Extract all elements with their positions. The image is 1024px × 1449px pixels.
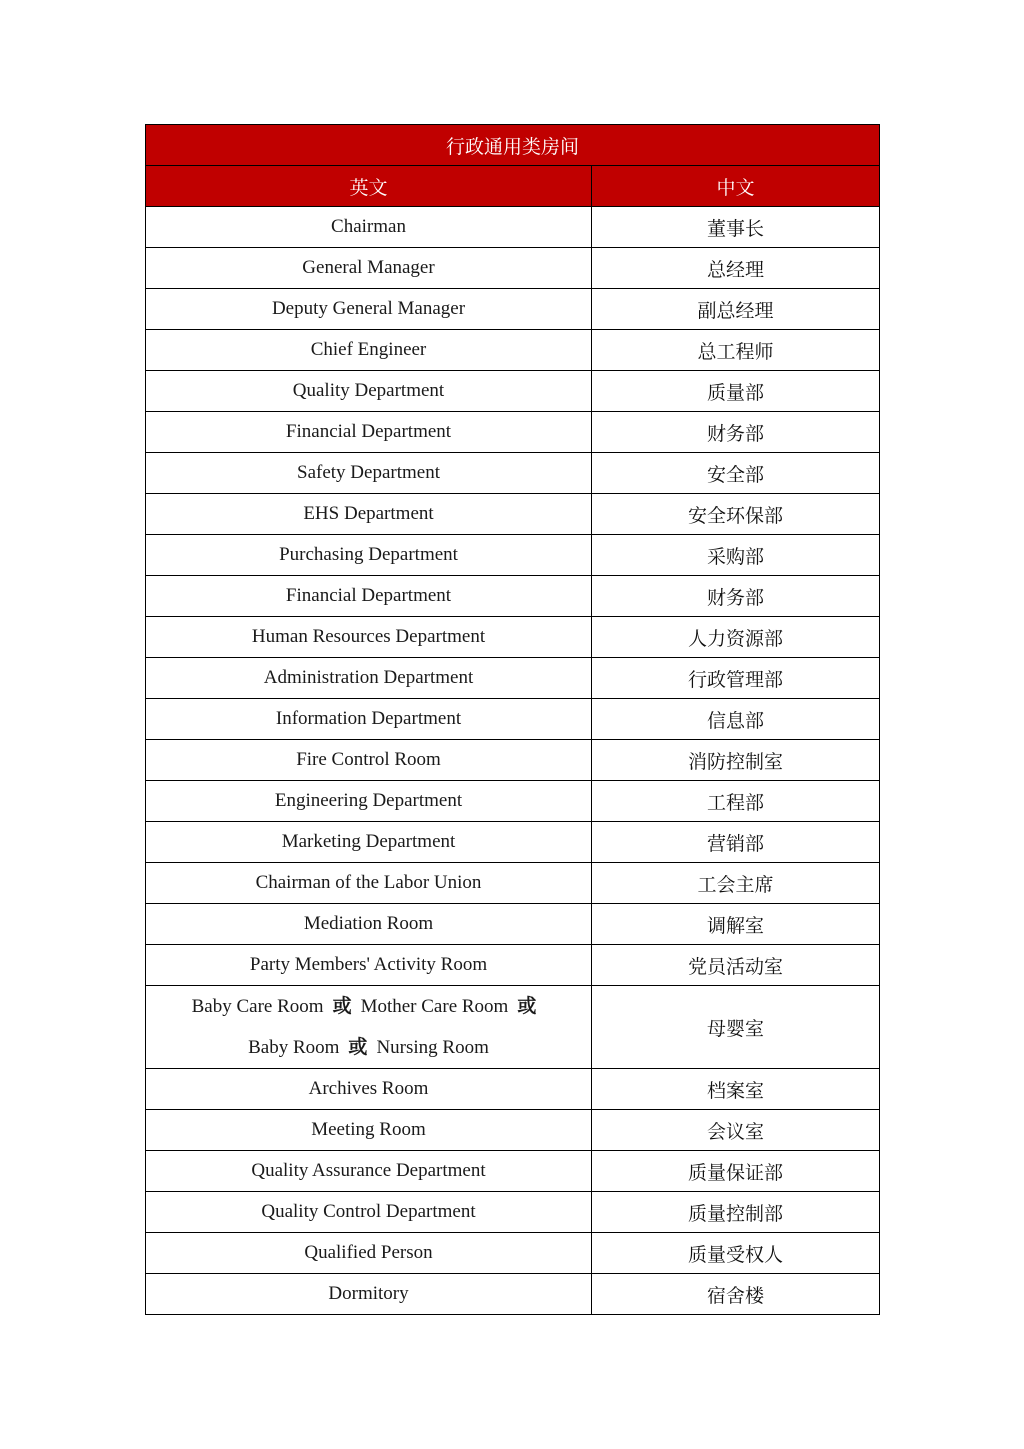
chinese-cell: 信息部 (592, 699, 880, 740)
english-cell: Quality Assurance Department (146, 1151, 592, 1192)
english-cell: Archives Room (146, 1069, 592, 1110)
table-row (146, 1151, 880, 1192)
table-row (146, 699, 880, 740)
chinese-cell: 会议室 (592, 1110, 880, 1151)
english-cell: Deputy General Manager (146, 289, 592, 330)
english-cell: Financial Department (146, 412, 592, 453)
table-row (146, 289, 880, 330)
table-row (146, 740, 880, 781)
english-term: Baby Room (248, 1037, 340, 1058)
chinese-cell: 总工程师 (592, 330, 880, 371)
table-row (146, 248, 880, 289)
english-term: Nursing Room (376, 1037, 489, 1058)
english-cell: Administration Department (146, 658, 592, 699)
english-cell: Qualified Person (146, 1233, 592, 1274)
chinese-cell: 安全环保部 (592, 494, 880, 535)
or-connector: 或 (517, 995, 537, 1017)
table-row (146, 863, 880, 904)
chinese-cell: 消防控制室 (592, 740, 880, 781)
chinese-cell: 工程部 (592, 781, 880, 822)
english-cell: Chief Engineer (146, 330, 592, 371)
table-row (146, 207, 880, 248)
english-cell: Financial Department (146, 576, 592, 617)
chinese-cell: 财务部 (592, 412, 880, 453)
chinese-cell: 质量保证部 (592, 1151, 880, 1192)
table-row (146, 494, 880, 535)
table-row (146, 1274, 880, 1315)
table-row (146, 1192, 880, 1233)
table-title: 行政通用类房间 (146, 125, 880, 166)
chinese-cell: 采购部 (592, 535, 880, 576)
table-header-row (146, 166, 880, 207)
chinese-cell: 质量受权人 (592, 1233, 880, 1274)
chinese-cell: 母婴室 (592, 986, 880, 1069)
english-cell: Safety Department (146, 453, 592, 494)
english-cell: Meeting Room (146, 1110, 592, 1151)
english-term: Mother Care Room (360, 996, 509, 1017)
room-names-table (145, 124, 880, 1315)
table-row (146, 822, 880, 863)
table-row (146, 658, 880, 699)
table-row (146, 412, 880, 453)
english-cell: Dormitory (146, 1274, 592, 1315)
table-row (146, 904, 880, 945)
chinese-cell: 总经理 (592, 248, 880, 289)
english-cell: General Manager (146, 248, 592, 289)
chinese-cell: 档案室 (592, 1069, 880, 1110)
english-cell: Marketing Department (146, 822, 592, 863)
table-row (146, 330, 880, 371)
chinese-cell: 董事长 (592, 207, 880, 248)
header-chinese: 中文 (592, 166, 880, 207)
chinese-cell: 人力资源部 (592, 617, 880, 658)
english-cell: Information Department (146, 699, 592, 740)
english-cell: Engineering Department (146, 781, 592, 822)
english-cell: Quality Department (146, 371, 592, 412)
or-connector: 或 (348, 1036, 368, 1058)
english-cell: Purchasing Department (146, 535, 592, 576)
english-cell: Human Resources Department (146, 617, 592, 658)
table-row (146, 535, 880, 576)
english-cell: EHS Department (146, 494, 592, 535)
table-row (146, 986, 880, 1069)
table-row (146, 617, 880, 658)
table-row (146, 1233, 880, 1274)
english-term: Baby Care Room (191, 996, 324, 1017)
english-cell: Mediation Room (146, 904, 592, 945)
chinese-cell: 营销部 (592, 822, 880, 863)
table-row (146, 371, 880, 412)
chinese-cell: 调解室 (592, 904, 880, 945)
chinese-cell: 财务部 (592, 576, 880, 617)
english-cell: Party Members' Activity Room (146, 945, 592, 986)
chinese-cell: 工会主席 (592, 863, 880, 904)
english-line-2 (146, 1027, 591, 1068)
chinese-cell: 宿舍楼 (592, 1274, 880, 1315)
english-cell: Chairman (146, 207, 592, 248)
table-body (146, 207, 880, 1315)
chinese-cell: 质量控制部 (592, 1192, 880, 1233)
room-names-table-container (145, 124, 879, 1315)
chinese-cell: 行政管理部 (592, 658, 880, 699)
english-cell: Quality Control Department (146, 1192, 592, 1233)
header-english: 英文 (146, 166, 592, 207)
table-row (146, 945, 880, 986)
chinese-cell: 安全部 (592, 453, 880, 494)
english-cell: Chairman of the Labor Union (146, 863, 592, 904)
or-connector: 或 (332, 995, 352, 1017)
table-row (146, 1069, 880, 1110)
chinese-cell: 党员活动室 (592, 945, 880, 986)
table-row (146, 576, 880, 617)
english-cell: Fire Control Room (146, 740, 592, 781)
english-line-1 (146, 986, 591, 1027)
table-row (146, 453, 880, 494)
english-cell (146, 986, 592, 1069)
table-title-row (146, 125, 880, 166)
table-row (146, 781, 880, 822)
chinese-cell: 副总经理 (592, 289, 880, 330)
chinese-cell: 质量部 (592, 371, 880, 412)
table-row (146, 1110, 880, 1151)
